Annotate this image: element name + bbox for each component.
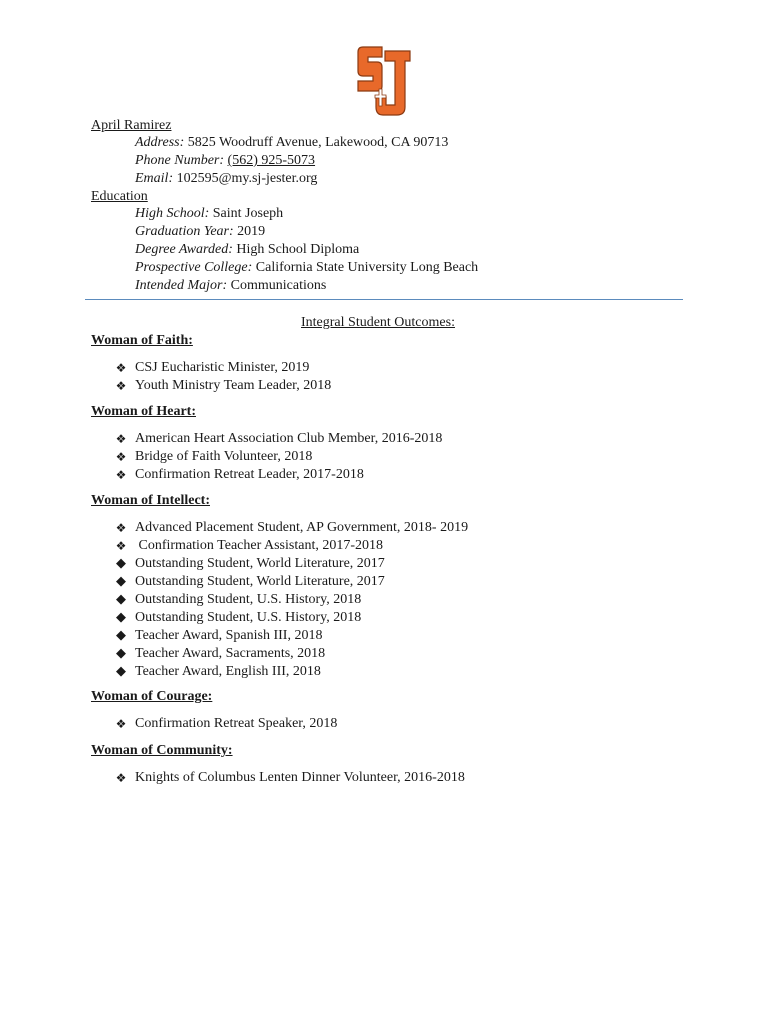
list-item-text: Advanced Placement Student, AP Government, 2018- 2019 <box>135 520 469 535</box>
section-heading-courage: Woman of Courage: <box>91 689 213 704</box>
edu-value: California State University Long Beach <box>255 260 479 275</box>
edu-label: Degree Awarded: <box>135 242 233 257</box>
list-item-text: Teacher Award, Sacraments, 2018 <box>135 646 326 661</box>
email-value: 102595@my.sj-jester.org <box>176 171 318 186</box>
phone-label: Phone Number: <box>135 153 225 168</box>
edu-value: Saint Joseph <box>212 206 284 221</box>
education-heading: Education <box>91 189 148 204</box>
list-item-text: Confirmation Retreat Speaker, 2018 <box>135 716 338 731</box>
edu-label: Graduation Year: <box>135 224 234 239</box>
diamond-bullet-icon: ❖ <box>115 379 127 393</box>
solid-diamond-bullet-icon: ◆ <box>116 556 126 571</box>
edu-value: Communications <box>230 278 327 293</box>
diamond-bullet-icon: ❖ <box>115 771 127 785</box>
list-item-text: Youth Ministry Team Leader, 2018 <box>135 378 332 393</box>
edu-label: Intended Major: <box>135 278 228 293</box>
diamond-bullet-icon: ❖ <box>115 539 127 553</box>
edu-row <box>135 277 326 295</box>
list-item-text: Outstanding Student, World Literature, 2017 <box>135 556 385 571</box>
list-item-text: Bridge of Faith Volunteer, 2018 <box>135 449 313 464</box>
address-label: Address: <box>135 135 185 150</box>
edu-row <box>135 223 265 241</box>
address-value: 5825 Woodruff Avenue, Lakewood, CA 90713 <box>187 135 449 150</box>
list-item-text: Confirmation Retreat Leader, 2017-2018 <box>135 467 364 482</box>
section-heading-community: Woman of Community: <box>91 743 233 758</box>
address-row <box>135 134 448 152</box>
edu-row <box>135 205 283 223</box>
sj-school-logo-icon <box>355 43 413 119</box>
list-item-text: Outstanding Student, U.S. History, 2018 <box>135 592 362 607</box>
email-row <box>135 170 317 188</box>
solid-diamond-bullet-icon: ◆ <box>116 610 126 625</box>
edu-label: Prospective College: <box>135 260 253 275</box>
edu-value: 2019 <box>237 224 266 239</box>
solid-diamond-bullet-icon: ◆ <box>116 664 126 679</box>
edu-label: High School: <box>135 206 210 221</box>
solid-diamond-bullet-icon: ◆ <box>116 628 126 643</box>
edu-value: High School Diploma <box>236 242 360 257</box>
diamond-bullet-icon: ❖ <box>115 468 127 482</box>
section-heading-heart: Woman of Heart: <box>91 404 196 419</box>
edu-row <box>135 259 478 277</box>
diamond-bullet-icon: ❖ <box>115 361 127 375</box>
edu-row <box>135 241 359 259</box>
diamond-bullet-icon: ❖ <box>115 521 127 535</box>
applicant-name: April Ramirez <box>91 118 172 133</box>
solid-diamond-bullet-icon: ◆ <box>116 574 126 589</box>
solid-diamond-bullet-icon: ◆ <box>116 646 126 661</box>
list-item-text: Outstanding Student, World Literature, 2017 <box>135 574 385 589</box>
section-heading-faith: Woman of Faith: <box>91 333 193 348</box>
list-item-text: Teacher Award, Spanish III, 2018 <box>135 628 323 643</box>
list-item-text: Knights of Columbus Lenten Dinner Volunteer, 2016-2018 <box>135 770 465 785</box>
list-item-text: CSJ Eucharistic Minister, 2019 <box>135 360 310 375</box>
list-item-text: Confirmation Teacher Assistant, 2017-2018 <box>135 538 384 553</box>
solid-diamond-bullet-icon: ◆ <box>116 592 126 607</box>
list-item-text: American Heart Association Club Member, 2016-2018 <box>135 431 443 446</box>
diamond-bullet-icon: ❖ <box>115 432 127 446</box>
diamond-bullet-icon: ❖ <box>115 717 127 731</box>
phone-row <box>135 152 315 170</box>
phone-link[interactable]: (562) 925-5073 <box>227 153 316 168</box>
section-divider <box>85 299 683 300</box>
email-label: Email: <box>135 171 174 186</box>
outcomes-title: Integral Student Outcomes: <box>301 315 455 330</box>
list-item-text: Outstanding Student, U.S. History, 2018 <box>135 610 362 625</box>
diamond-bullet-icon: ❖ <box>115 450 127 464</box>
list-item-text: Teacher Award, English III, 2018 <box>135 664 321 679</box>
section-heading-intellect: Woman of Intellect: <box>91 493 210 508</box>
